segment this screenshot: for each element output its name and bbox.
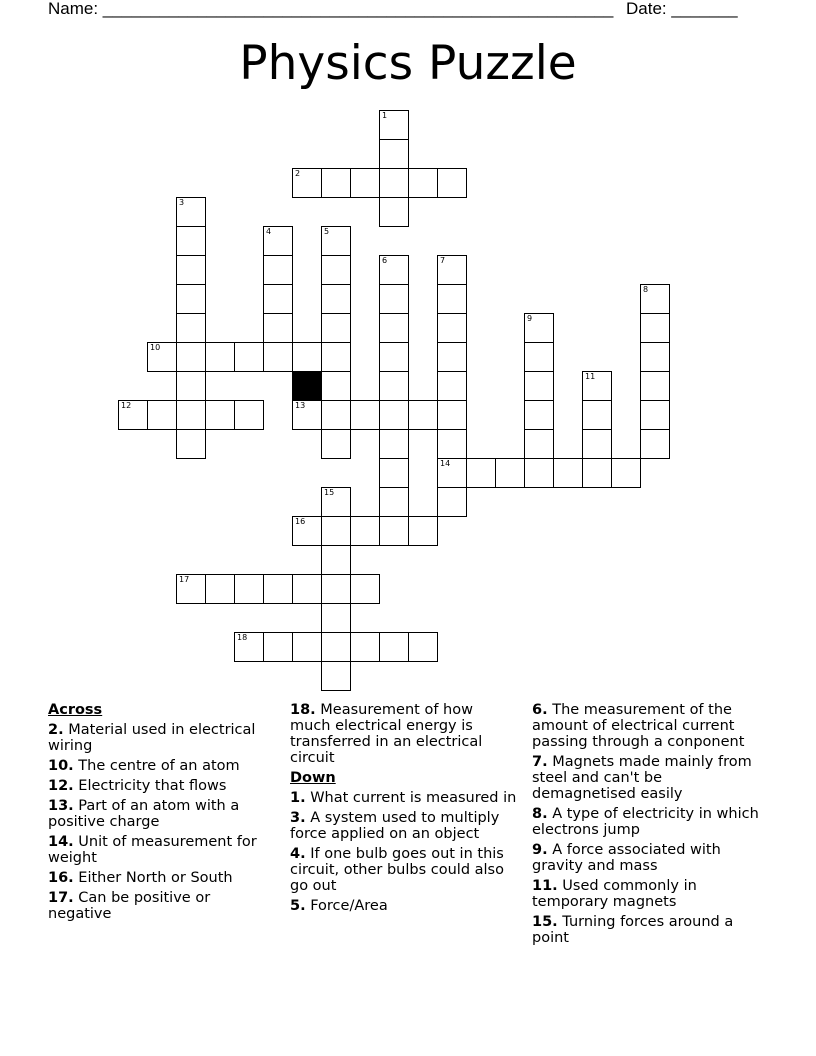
grid-cell[interactable]	[437, 168, 467, 198]
grid-cell[interactable]	[234, 632, 264, 662]
clue-number: 17	[179, 575, 190, 584]
grid-cell[interactable]	[379, 313, 409, 343]
grid-cell[interactable]	[176, 342, 206, 372]
clue-number: 16	[295, 517, 306, 526]
grid-cell[interactable]	[176, 371, 206, 401]
grid-cell[interactable]	[379, 139, 409, 169]
clue-number: 13	[295, 401, 306, 410]
grid-cell[interactable]	[350, 400, 380, 430]
grid-cell[interactable]	[321, 516, 351, 546]
clue-across-14: 14. Unit of measurement for weight	[48, 834, 257, 866]
clues-column-3	[532, 702, 764, 950]
grid-cell[interactable]	[205, 574, 235, 604]
clue-down-8: 8. A type of electricity in which electrons jump	[532, 806, 759, 838]
grid-cell[interactable]	[524, 313, 554, 343]
clue-across-18: 18. Measurement of how much electrical energy is transferred in an electrical circuit	[290, 702, 483, 766]
grid-cell[interactable]	[321, 255, 351, 285]
clue-across-16: 16. Either North or South	[48, 870, 233, 886]
grid-cell[interactable]	[292, 632, 322, 662]
grid-cell[interactable]	[437, 458, 467, 488]
grid-cell[interactable]	[292, 516, 322, 546]
clue-down-5: 5. Force/Area	[290, 898, 388, 914]
grid-cell[interactable]	[118, 400, 148, 430]
grid-cell[interactable]	[379, 371, 409, 401]
clue-across-10: 10. The centre of an atom	[48, 758, 240, 774]
grid-cell[interactable]	[321, 429, 351, 459]
grid-cell[interactable]	[321, 545, 351, 575]
grid-cell[interactable]	[263, 574, 293, 604]
clue-down-11: 11. Used commonly in temporary magnets	[532, 878, 697, 910]
name-field-label: Name: ______________________________________________________	[48, 0, 614, 18]
grid-cell[interactable]	[524, 429, 554, 459]
grid-cell[interactable]	[379, 429, 409, 459]
grid-cell[interactable]	[379, 632, 409, 662]
grid-cell[interactable]	[582, 458, 612, 488]
grid-cell[interactable]	[176, 255, 206, 285]
clue-number: 1	[382, 111, 388, 120]
grid-cell[interactable]	[321, 661, 351, 691]
grid-cell[interactable]	[495, 458, 525, 488]
grid-cell[interactable]	[466, 458, 496, 488]
grid-cell[interactable]	[437, 487, 467, 517]
clue-number: 10	[150, 343, 161, 352]
grid-cell[interactable]	[408, 632, 438, 662]
clue-number: 4	[266, 227, 272, 236]
grid-cell[interactable]	[437, 284, 467, 314]
clue-number: 6	[382, 256, 388, 265]
grid-cell[interactable]	[524, 400, 554, 430]
grid-cell[interactable]	[379, 110, 409, 140]
grid-cell[interactable]	[263, 342, 293, 372]
page-title: Physics Puzzle	[239, 36, 577, 91]
grid-cell[interactable]	[640, 313, 670, 343]
grid-cell[interactable]	[321, 632, 351, 662]
grid-cell[interactable]	[553, 458, 583, 488]
grid-cell[interactable]	[408, 516, 438, 546]
grid-cell[interactable]	[292, 342, 322, 372]
grid-cell[interactable]	[437, 400, 467, 430]
clue-down-6: 6. The measurement of the amount of electrical current passing through a conponent	[532, 702, 745, 750]
grid-cell[interactable]	[234, 400, 264, 430]
grid-cell[interactable]	[321, 400, 351, 430]
grid-cell[interactable]	[263, 255, 293, 285]
grid-cell[interactable]	[292, 400, 322, 430]
grid-cell[interactable]	[408, 400, 438, 430]
grid-cell[interactable]	[408, 168, 438, 198]
grid-cell[interactable]	[176, 284, 206, 314]
grid-cell[interactable]	[263, 226, 293, 256]
clue-number: 18	[237, 633, 248, 642]
grid-cell[interactable]	[437, 342, 467, 372]
clue-down-7: 7. Magnets made mainly from steel and can't be demagnetised easily	[532, 754, 752, 802]
grid-cell[interactable]	[321, 371, 351, 401]
grid-cell[interactable]	[640, 400, 670, 430]
grid-cell[interactable]	[321, 284, 351, 314]
grid-cell[interactable]	[321, 313, 351, 343]
grid-cell[interactable]	[379, 400, 409, 430]
grid-cell[interactable]	[379, 342, 409, 372]
grid-cell[interactable]	[263, 284, 293, 314]
grid-cell[interactable]	[321, 487, 351, 517]
grid-cell[interactable]	[176, 226, 206, 256]
grid-cell[interactable]	[582, 400, 612, 430]
clue-number: 5	[324, 227, 330, 236]
clue-down-4: 4. If one bulb goes out in this circuit, other bulbs could also go out	[290, 846, 504, 894]
clue-number: 9	[527, 314, 533, 323]
grid-cell[interactable]	[640, 371, 670, 401]
grid-cell[interactable]	[321, 574, 351, 604]
grid-cell[interactable]	[437, 313, 467, 343]
clue-across-13: 13. Part of an atom with a positive charge	[48, 798, 240, 830]
grid-cell[interactable]	[524, 458, 554, 488]
grid-cell[interactable]	[379, 284, 409, 314]
clue-number: 11	[585, 372, 596, 381]
clue-number: 7	[440, 256, 446, 265]
grid-cell[interactable]	[379, 197, 409, 227]
grid-cell[interactable]	[582, 429, 612, 459]
grid-cell[interactable]	[350, 168, 380, 198]
grid-cell[interactable]	[582, 371, 612, 401]
grid-cell[interactable]	[640, 284, 670, 314]
clues-column-2	[290, 702, 518, 918]
grid-cell[interactable]	[379, 458, 409, 488]
grid-cell[interactable]	[611, 458, 641, 488]
grid-cell[interactable]	[292, 574, 322, 604]
clue-number: 14	[440, 459, 451, 468]
grid-cell[interactable]	[292, 168, 322, 198]
grid-cell[interactable]	[379, 487, 409, 517]
grid-cell[interactable]	[176, 197, 206, 227]
grid-cell[interactable]	[234, 342, 264, 372]
grid-cell[interactable]	[379, 168, 409, 198]
grid-cell[interactable]	[437, 429, 467, 459]
clues-column-1	[48, 702, 273, 926]
clue-number: 2	[295, 169, 301, 178]
clue-down-1: 1. What current is measured in	[290, 790, 517, 806]
grid-cell[interactable]	[321, 342, 351, 372]
grid-cell[interactable]	[640, 429, 670, 459]
clue-down-3: 3. A system used to multiply force applied on an object	[290, 810, 500, 842]
grid-cell[interactable]	[176, 574, 206, 604]
clue-across-12: 12. Electricity that flows	[48, 778, 227, 794]
grid-cell[interactable]	[321, 603, 351, 633]
grid-cell[interactable]	[321, 226, 351, 256]
grid-cell[interactable]	[147, 342, 177, 372]
grid-cell[interactable]	[176, 400, 206, 430]
grid-cell[interactable]	[205, 400, 235, 430]
grid-cell[interactable]	[263, 632, 293, 662]
clue-number: 8	[643, 285, 649, 294]
grid-cell[interactable]	[147, 400, 177, 430]
clue-down-9: 9. A force associated with gravity and mass	[532, 842, 721, 874]
grid-cell[interactable]	[176, 313, 206, 343]
grid-cell[interactable]	[350, 574, 380, 604]
grid-cell[interactable]	[379, 255, 409, 285]
grid-cell[interactable]	[263, 313, 293, 343]
across-heading: Across	[48, 702, 103, 718]
grid-cell[interactable]	[437, 255, 467, 285]
grid-cell[interactable]	[205, 342, 235, 372]
grid-cell[interactable]	[379, 516, 409, 546]
clue-across-2: 2. Material used in electrical wiring	[48, 722, 256, 754]
clue-number: 3	[179, 198, 185, 207]
grid-cell[interactable]	[321, 168, 351, 198]
grid-cell[interactable]	[524, 371, 554, 401]
grid-cell[interactable]	[524, 342, 554, 372]
grid-cell[interactable]	[437, 371, 467, 401]
grid-cell[interactable]	[234, 574, 264, 604]
grid-cell[interactable]	[640, 342, 670, 372]
grid-cell[interactable]	[350, 516, 380, 546]
down-heading: Down	[290, 770, 336, 786]
clue-number: 15	[324, 488, 335, 497]
grid-block-cell	[292, 371, 322, 401]
grid-cell[interactable]	[176, 429, 206, 459]
grid-cell[interactable]	[350, 632, 380, 662]
clue-across-17: 17. Can be positive or negative	[48, 890, 211, 922]
clue-number: 12	[121, 401, 132, 410]
clue-down-15: 15. Turning forces around a point	[532, 914, 734, 946]
date-field-label: Date: _______	[626, 0, 738, 18]
